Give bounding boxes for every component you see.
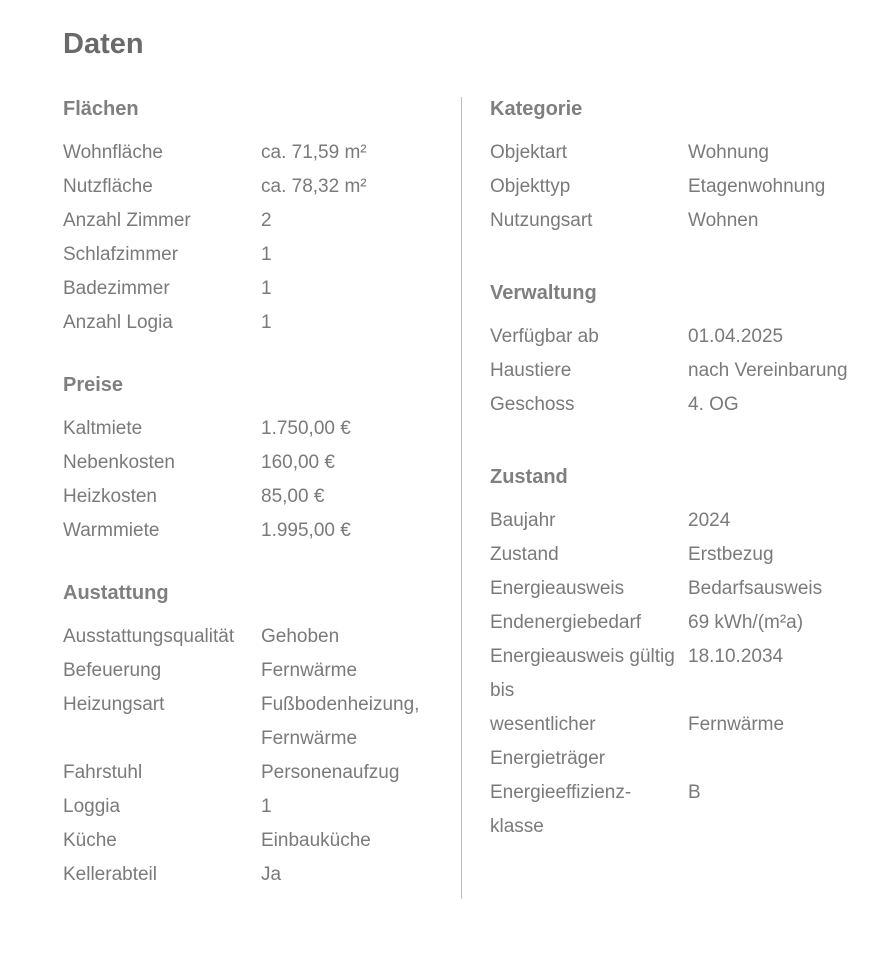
left-column — [63, 92, 453, 922]
row-value: Einbauküche — [261, 830, 371, 851]
data-row — [490, 776, 875, 844]
row-label: Loggia — [63, 796, 121, 817]
data-row — [490, 640, 875, 708]
data-row — [63, 412, 453, 446]
row-value: Ja — [261, 864, 282, 885]
row-value: 85,00 € — [261, 486, 325, 507]
row-value: Personenaufzug — [261, 762, 400, 783]
row-label: Objekttyp — [490, 176, 571, 197]
data-row — [63, 480, 453, 514]
data-row — [63, 654, 453, 688]
row-value: Fernwärme — [261, 660, 358, 681]
row-value: 1 — [261, 278, 272, 299]
row-label: Heizungsart — [63, 694, 165, 715]
row-label: Küche — [63, 830, 117, 851]
data-row — [490, 354, 875, 388]
row-value: B — [688, 782, 701, 803]
row-value: ca. 71,59 m² — [261, 142, 367, 163]
row-label: Kaltmiete — [63, 418, 143, 439]
data-row — [490, 388, 875, 422]
row-value: 1 — [261, 796, 272, 817]
section-ausstattung — [63, 576, 453, 892]
data-row — [63, 688, 453, 756]
section-title-kategorie: Kategorie — [490, 98, 583, 120]
row-label: Nutzfläche — [63, 176, 153, 197]
row-label: Ausstattungsqualität — [63, 626, 235, 647]
row-label: Energieausweis — [490, 578, 625, 599]
row-value: Bedarfsausweis — [688, 578, 823, 599]
row-value: 4. OG — [688, 394, 739, 415]
section-title-preise: Preise — [63, 374, 124, 396]
data-row — [63, 514, 453, 548]
data-row — [63, 790, 453, 824]
row-label: Nutzungsart — [490, 210, 593, 231]
row-label: Kellerabteil — [63, 864, 157, 885]
row-value: Erstbezug — [688, 544, 774, 565]
section-verwaltung — [490, 276, 875, 422]
data-row — [490, 538, 875, 572]
row-label: Energieausweis gültig bis — [490, 646, 675, 701]
row-value: Fußbodenheizung, Fernwärme — [261, 694, 420, 749]
section-kategorie — [490, 92, 875, 238]
data-row — [63, 824, 453, 858]
row-label: Endenergiebedarf — [490, 612, 642, 633]
data-row — [63, 170, 453, 204]
data-row — [490, 204, 875, 238]
data-row — [490, 170, 875, 204]
row-label: Fahrstuhl — [63, 762, 143, 783]
right-column — [490, 92, 875, 874]
row-label: Haustiere — [490, 360, 572, 381]
row-value: Gehoben — [261, 626, 340, 647]
data-row — [63, 204, 453, 238]
row-value: nach Vereinbarung — [688, 360, 848, 381]
data-row — [63, 272, 453, 306]
row-value: 1.995,00 € — [261, 520, 351, 541]
row-value: 2024 — [688, 510, 731, 531]
data-row — [490, 606, 875, 640]
data-row — [63, 238, 453, 272]
data-row — [490, 320, 875, 354]
data-row — [490, 504, 875, 538]
data-row — [490, 136, 875, 170]
row-label: wesentlicher Energieträger — [490, 714, 606, 769]
row-value: 18.10.2034 — [688, 646, 784, 667]
row-label: Verfügbar ab — [490, 326, 599, 347]
row-value: 01.04.2025 — [688, 326, 784, 347]
row-label: Wohnfläche — [63, 142, 163, 163]
data-row — [490, 708, 875, 776]
row-label: Nebenkosten — [63, 452, 175, 473]
row-label: Heizkosten — [63, 486, 157, 507]
section-zustand — [490, 460, 875, 844]
data-row — [63, 858, 453, 892]
row-value: 1.750,00 € — [261, 418, 351, 439]
section-title-ausstattung: Austattung — [63, 582, 169, 604]
data-row — [63, 620, 453, 654]
column-divider — [461, 97, 462, 899]
row-value: 2 — [261, 210, 272, 231]
data-row — [63, 756, 453, 790]
section-title-zustand: Zustand — [490, 466, 568, 488]
page-title: Daten — [63, 28, 144, 60]
row-value: 160,00 € — [261, 452, 335, 473]
row-label: Energieeffizienz-klasse — [490, 782, 632, 837]
row-label: Baujahr — [490, 510, 556, 531]
data-row — [63, 446, 453, 480]
section-flaechen — [63, 92, 453, 340]
row-value: Wohnung — [688, 142, 769, 163]
data-row — [63, 306, 453, 340]
row-value: Wohnen — [688, 210, 759, 231]
section-title-flaechen: Flächen — [63, 98, 139, 120]
row-value: Etagenwohnung — [688, 176, 826, 197]
data-row — [490, 572, 875, 606]
row-label: Anzahl Zimmer — [63, 210, 191, 231]
row-value: Fernwärme — [688, 714, 785, 735]
row-label: Zustand — [490, 544, 559, 565]
row-label: Schlafzimmer — [63, 244, 179, 265]
row-value: 1 — [261, 244, 272, 265]
data-row — [63, 136, 453, 170]
row-label: Badezimmer — [63, 278, 170, 299]
row-label: Anzahl Logia — [63, 312, 173, 333]
row-value: ca. 78,32 m² — [261, 176, 367, 197]
row-label: Warmmiete — [63, 520, 160, 541]
row-label: Objektart — [490, 142, 568, 163]
row-value: 69 kWh/(m²a) — [688, 612, 804, 633]
section-preise — [63, 368, 453, 548]
section-title-verwaltung: Verwaltung — [490, 282, 597, 304]
row-label: Geschoss — [490, 394, 575, 415]
row-label: Befeuerung — [63, 660, 162, 681]
row-value: 1 — [261, 312, 272, 333]
